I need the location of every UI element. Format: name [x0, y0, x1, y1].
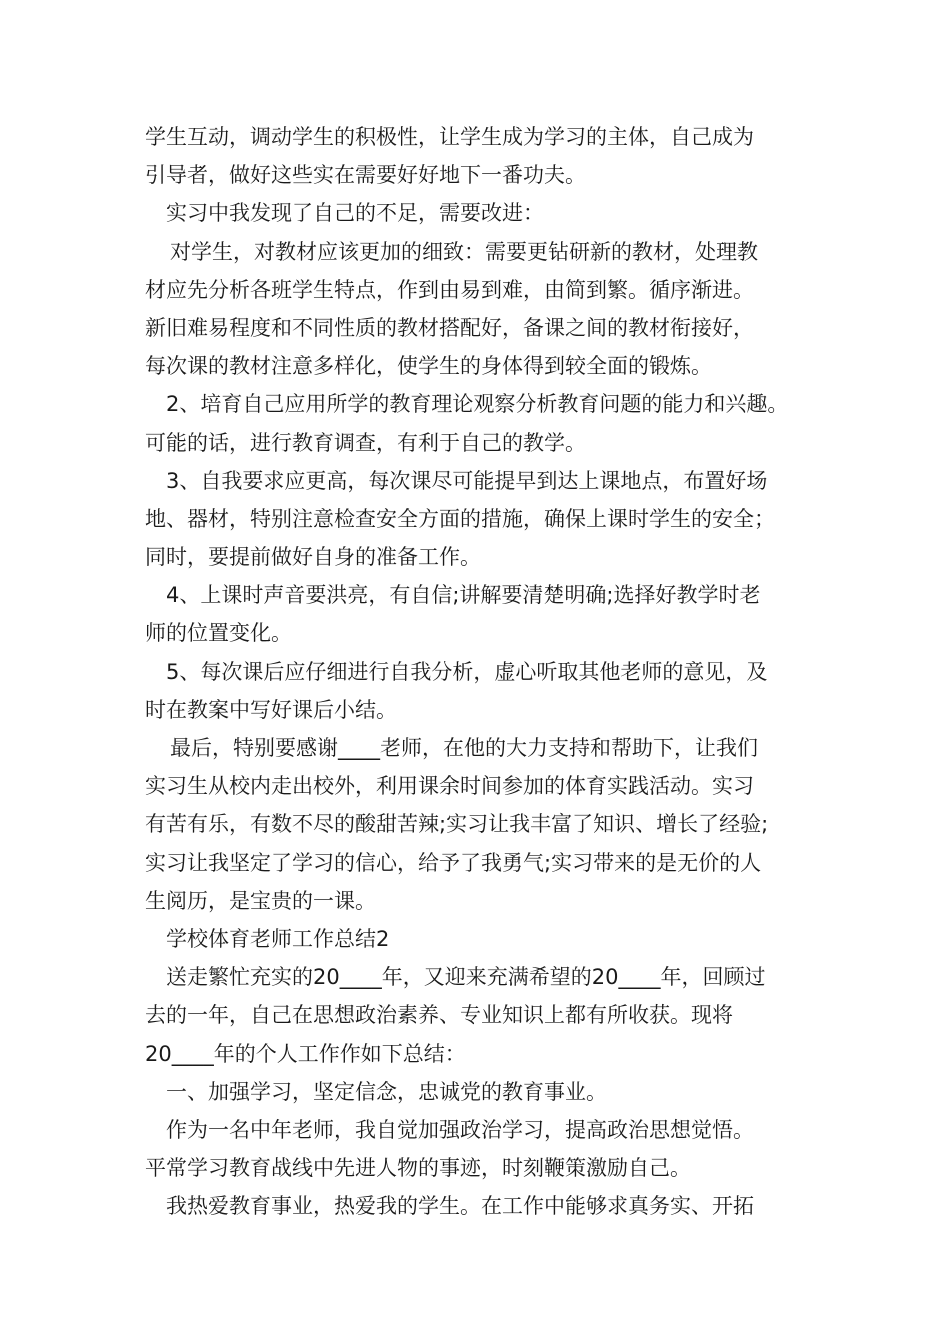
text-line: 实习生从校内走出校外，利用课余时间参加的体育实践活动。实习 [145, 774, 754, 799]
text-line: 有苦有乐，有数不尽的酸甜苦辣;实习让我丰富了知识、增长了经验; [145, 812, 769, 837]
text-line: 对学生，对教材应该更加的细致：需要更钻研新的教材，处理教 [170, 239, 758, 264]
text-line: 学校体育老师工作总结2 [166, 926, 390, 951]
text-line: 20____年的个人工作作如下总结： [145, 1041, 466, 1066]
text-line: 3、自我要求应更高，每次课尽可能提早到达上课地点，布置好场 [166, 468, 768, 493]
text-line: 2、培育自己应用所学的教育理论观察分析教育问题的能力和兴趣。 [166, 392, 789, 417]
text-line: 一、加强学习，坚定信念，忠诚党的教育事业。 [166, 1079, 607, 1104]
text-line: 新旧难易程度和不同性质的教材搭配好，备课之间的教材衔接好， [145, 315, 754, 340]
text-line: 时在教案中写好课后小结。 [145, 697, 397, 722]
text-line: 平常学习教育战线中先进人物的事迹，时刻鞭策激励自己。 [145, 1156, 691, 1181]
text-line: 每次课的教材注意多样化，使学生的身体得到较全面的锻炼。 [145, 354, 712, 379]
text-line: 同时，要提前做好自身的准备工作。 [145, 545, 481, 570]
text-line: 学生互动，调动学生的积极性，让学生成为学习的主体，自己成为 [145, 125, 754, 149]
text-line: 师的位置变化。 [145, 621, 292, 646]
text-line: 引导者，做好这些实在需要好好地下一番功夫。 [145, 163, 586, 188]
text-line: 作为一名中年老师，我自觉加强政治学习，提高政治思想觉悟。 [166, 1117, 754, 1142]
text-line: 生阅历，是宝贵的一课。 [145, 888, 376, 913]
text-line: 实习中我发现了自己的不足，需要改进： [166, 201, 544, 226]
text-line: 地、器材，特别注意检查安全方面的措施，确保上课时学生的安全； [145, 506, 775, 531]
document-body [145, 118, 825, 1225]
text-line: 4、上课时声音要洪亮，有自信;讲解要清楚明确;选择好教学时老 [166, 583, 761, 608]
text-line: 去的一年，自己在思想政治素养、专业知识上都有所收获。现将 [145, 1003, 733, 1028]
text-line: 可能的话，进行教育调查，有利于自己的教学。 [145, 430, 586, 455]
text-line: 材应先分析各班学生特点，作到由易到难，由简到繁。循序渐进。 [145, 277, 754, 302]
text-line: 我热爱教育事业，热爱我的学生。在工作中能够求真务实、开拓 [166, 1194, 754, 1219]
text-line: 实习让我坚定了学习的信心，给予了我勇气;实习带来的是无价的人 [145, 850, 762, 875]
text-line: 送走繁忙充实的20____年，又迎来充满希望的20____年，回顾过 [166, 965, 766, 990]
text-line: 最后，特别要感谢____老师，在他的大力支持和帮助下，让我们 [170, 736, 758, 760]
text-line: 5、每次课后应仔细进行自我分析，虚心听取其他老师的意见，及 [166, 659, 768, 684]
